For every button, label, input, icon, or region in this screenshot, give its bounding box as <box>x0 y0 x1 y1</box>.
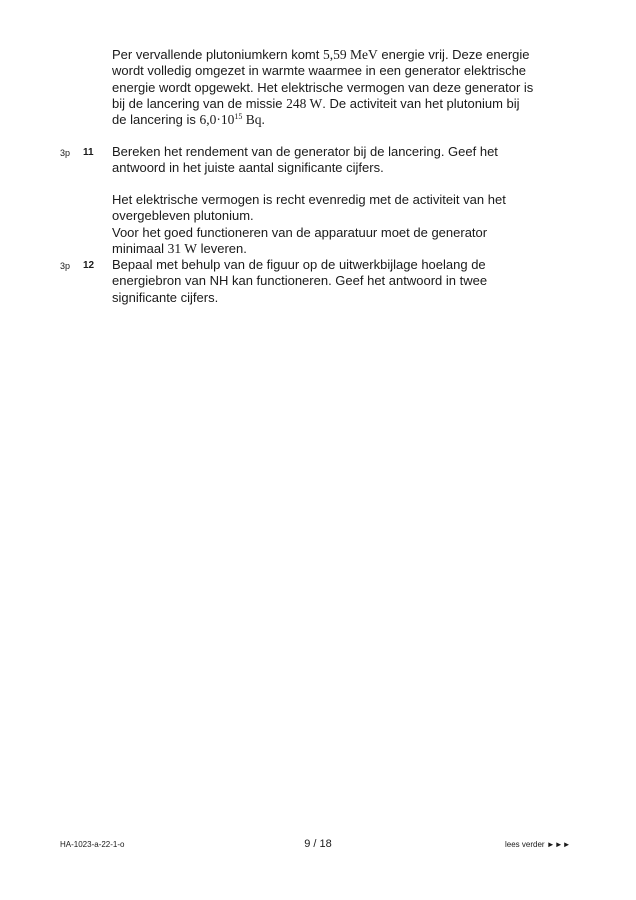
context-line-1: Het elektrische vermogen is recht evenredig met de activiteit van het <box>112 192 506 207</box>
intro-paragraph <box>112 47 557 128</box>
intro-line-2: wordt volledig omgezet in warmte waarmee in een generator elektrische <box>112 63 527 79</box>
context-line-4: minimaal 31 W leveren. <box>112 240 247 256</box>
page-number: 9 / 18 <box>304 838 332 850</box>
q12-line-3: significante cijfers. <box>112 289 219 305</box>
intro-line-5: de lancering is $6,0\cdot 10^{15}$ Bq. <box>112 112 265 128</box>
q12-points: 3p <box>60 261 71 271</box>
intro-line-4: bij de lancering van de missie 248 W. De activiteit van het plutonium bij <box>112 95 520 111</box>
q11-line-2: antwoord in het juiste aantal significante cijfers. <box>112 160 384 176</box>
q12-number: 12 <box>83 260 95 271</box>
continue-label: lees verder ►►► <box>505 840 571 849</box>
q11-number: 11 <box>83 147 94 158</box>
intro-line-3: energie wordt opgewekt. Het elektrische vermogen van deze generator is <box>112 79 534 95</box>
q11-text <box>112 144 557 177</box>
q12-line-1: Bepaal met behulp van de figuur op de uitwerkbijlage hoelang de <box>112 257 486 272</box>
context-line-2: overgebleven plutonium. <box>112 208 254 224</box>
q12-line-2: energiebron van NH kan functioneren. Geef het antwoord in twee <box>112 273 488 289</box>
q12-text <box>112 257 557 306</box>
intro-line-1: Per vervallende plutoniumkern komt 5,59 MeV energie vrij. Deze energie <box>112 47 530 62</box>
exam-code: HA-1023-a-22-1-o <box>60 840 125 849</box>
context-line-3: Voor het goed functioneren van de apparatuur moet de generator <box>112 224 488 240</box>
q11-line-1: Bereken het rendement van de generator bij de lancering. Geef het <box>112 144 498 159</box>
q11-points: 3p <box>60 148 71 158</box>
context-paragraph <box>112 192 557 257</box>
